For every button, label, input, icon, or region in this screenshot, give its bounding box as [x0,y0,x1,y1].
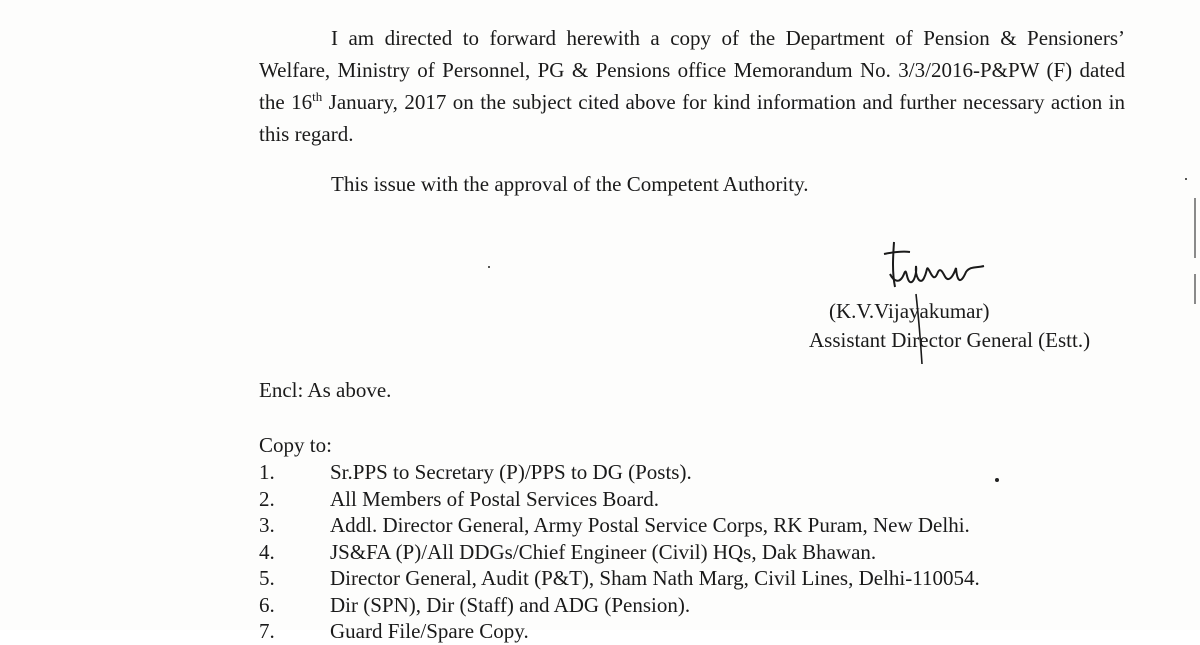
list-item [259,512,1139,539]
list-item [259,565,1139,592]
list-item [259,459,1139,486]
forwarding-text-part1: I am directed to forward herewith a copy of the Department of Pension & Pensioners’ Welfare, Ministry of Personnel, PG & Pensions office Memorandum No. 3/3/2016-P&PW (F) dated the 16 [259,26,1125,114]
copy-to-heading: Copy to: [259,433,332,457]
scan-speck [995,478,999,482]
list-item-number: 5. [259,566,275,590]
list-item-number: 4. [259,539,275,564]
list-item-number: 6. [259,592,275,617]
scan-speck [1185,178,1187,180]
list-item [259,618,1139,645]
list-item-text: Guard File/Spare Copy. [330,619,529,643]
scan-edge-mark [1194,274,1196,304]
list-item-number: 2. [259,486,275,511]
scan-edge-mark [1194,198,1196,258]
forwarding-text-part2: January, 2017 on the subject cited above for kind information and further necessary action in this regard. [259,90,1125,146]
copy-to-list [259,459,1139,645]
list-item [259,539,1139,566]
list-item [259,486,1139,513]
list-item-text: All Members of Postal Services Board. [330,486,659,511]
enclosure-note: Encl: As above. [259,378,392,402]
signatory-designation: Assistant Director General (Estt.) [809,328,1091,352]
list-item-text: Director General, Audit (P&T), Sham Nath Marg, Civil Lines, Delhi-110054. [330,566,980,590]
list-item-number: 3. [259,513,275,537]
list-item-text: Sr.PPS to Secretary (P)/PPS to DG (Posts). [330,460,692,484]
forwarding-paragraph [259,22,1125,150]
list-item-text: JS&FA (P)/All DDGs/Chief Engineer (Civil) HQs, Dak Bhawan. [330,539,877,564]
list-item-text: Dir (SPN), Dir (Staff) and ADG (Pension). [330,592,691,617]
list-item [259,592,1139,619]
scan-speck [488,266,490,268]
list-item-text: Addl. Director General, Army Postal Service Corps, RK Puram, New Delhi. [330,513,970,537]
list-item-number: 1. [259,460,275,484]
approval-paragraph: This issue with the approval of the Competent Authority. [331,172,809,196]
signatory-name: (K.V.Vijayakumar) [829,299,990,323]
list-item-number: 7. [259,619,275,643]
ordinal-suffix: th [312,89,323,104]
